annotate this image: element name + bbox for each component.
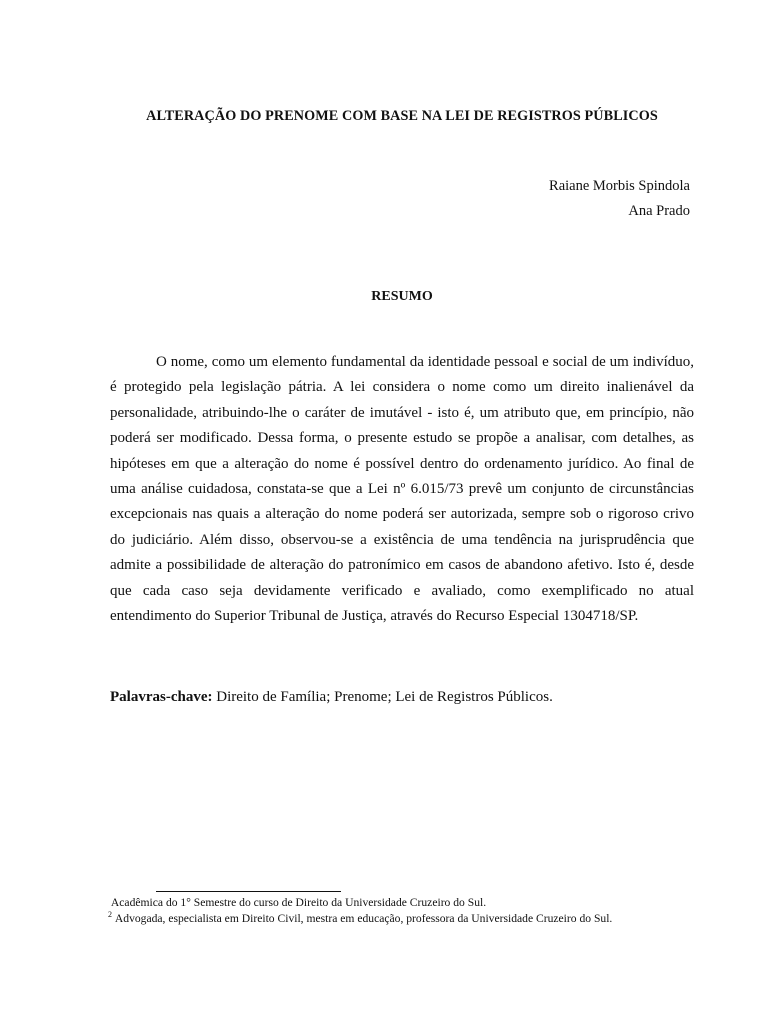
document-title: ALTERAÇÃO DO PRENOME COM BASE NA LEI DE REGISTROS PÚBLICOS [146,108,658,124]
footnote-marker: 2 [108,910,112,920]
author-name: Raiane Morbis Spindola [549,178,690,194]
author-list [549,174,690,224]
footnote [108,895,708,911]
footnotes [108,895,708,927]
author-name: Ana Prado [628,203,690,219]
abstract-heading: RESUMO [371,289,433,304]
footnote-separator [156,891,341,892]
abstract-paragraph: O nome, como um elemento fundamental da identidade pessoal e social de um indivíduo, é protegido pela legislação pátria. A lei considera o nome como um direito inalienável da personalidade, atribuindo-lhe o caráter de imutável - isto é, um atributo que, em princípio, não poderá ser modificado. Dessa forma, o presente estudo se propõe a analisar, com detalhes, as hipóteses em que a alteração do nome é possível dentro do ordenamento jurídico. Ao final de uma análise cuidadosa, constata-se que a Lei nº 6.015/73 prevê um conjunto de circunstâncias excepcionais nas quais a alteração do nome poderá ser autorizada, sempre sob o rigoroso crivo do judiciário. Além disso, observou-se a existência de uma tendência na jurisprudência que admite a possibilidade de alteração do patronímico em casos de abandono afetivo. Isto é, desde que cada caso seja devidamente verificado e avaliado, como exemplificado no atual entendimento do Superior Tribunal de Justiça, através do Recurso Especial 1304718/SP. [110,354,694,625]
keywords-text: Direito de Família; Prenome; Lei de Registros Públicos. [216,689,553,705]
keywords-label: Palavras-chave: [110,689,213,705]
footnote-text: Acadêmica do 1° Semestre do curso de Direito da Universidade Cruzeiro do Sul. [110,896,487,909]
footnote-text: Advogada, especialista em Direito Civil, mestra em educação, professora da Universidade Cruzeiro do Sul. [114,912,613,925]
keywords-line [110,686,694,708]
footnote [108,911,708,927]
